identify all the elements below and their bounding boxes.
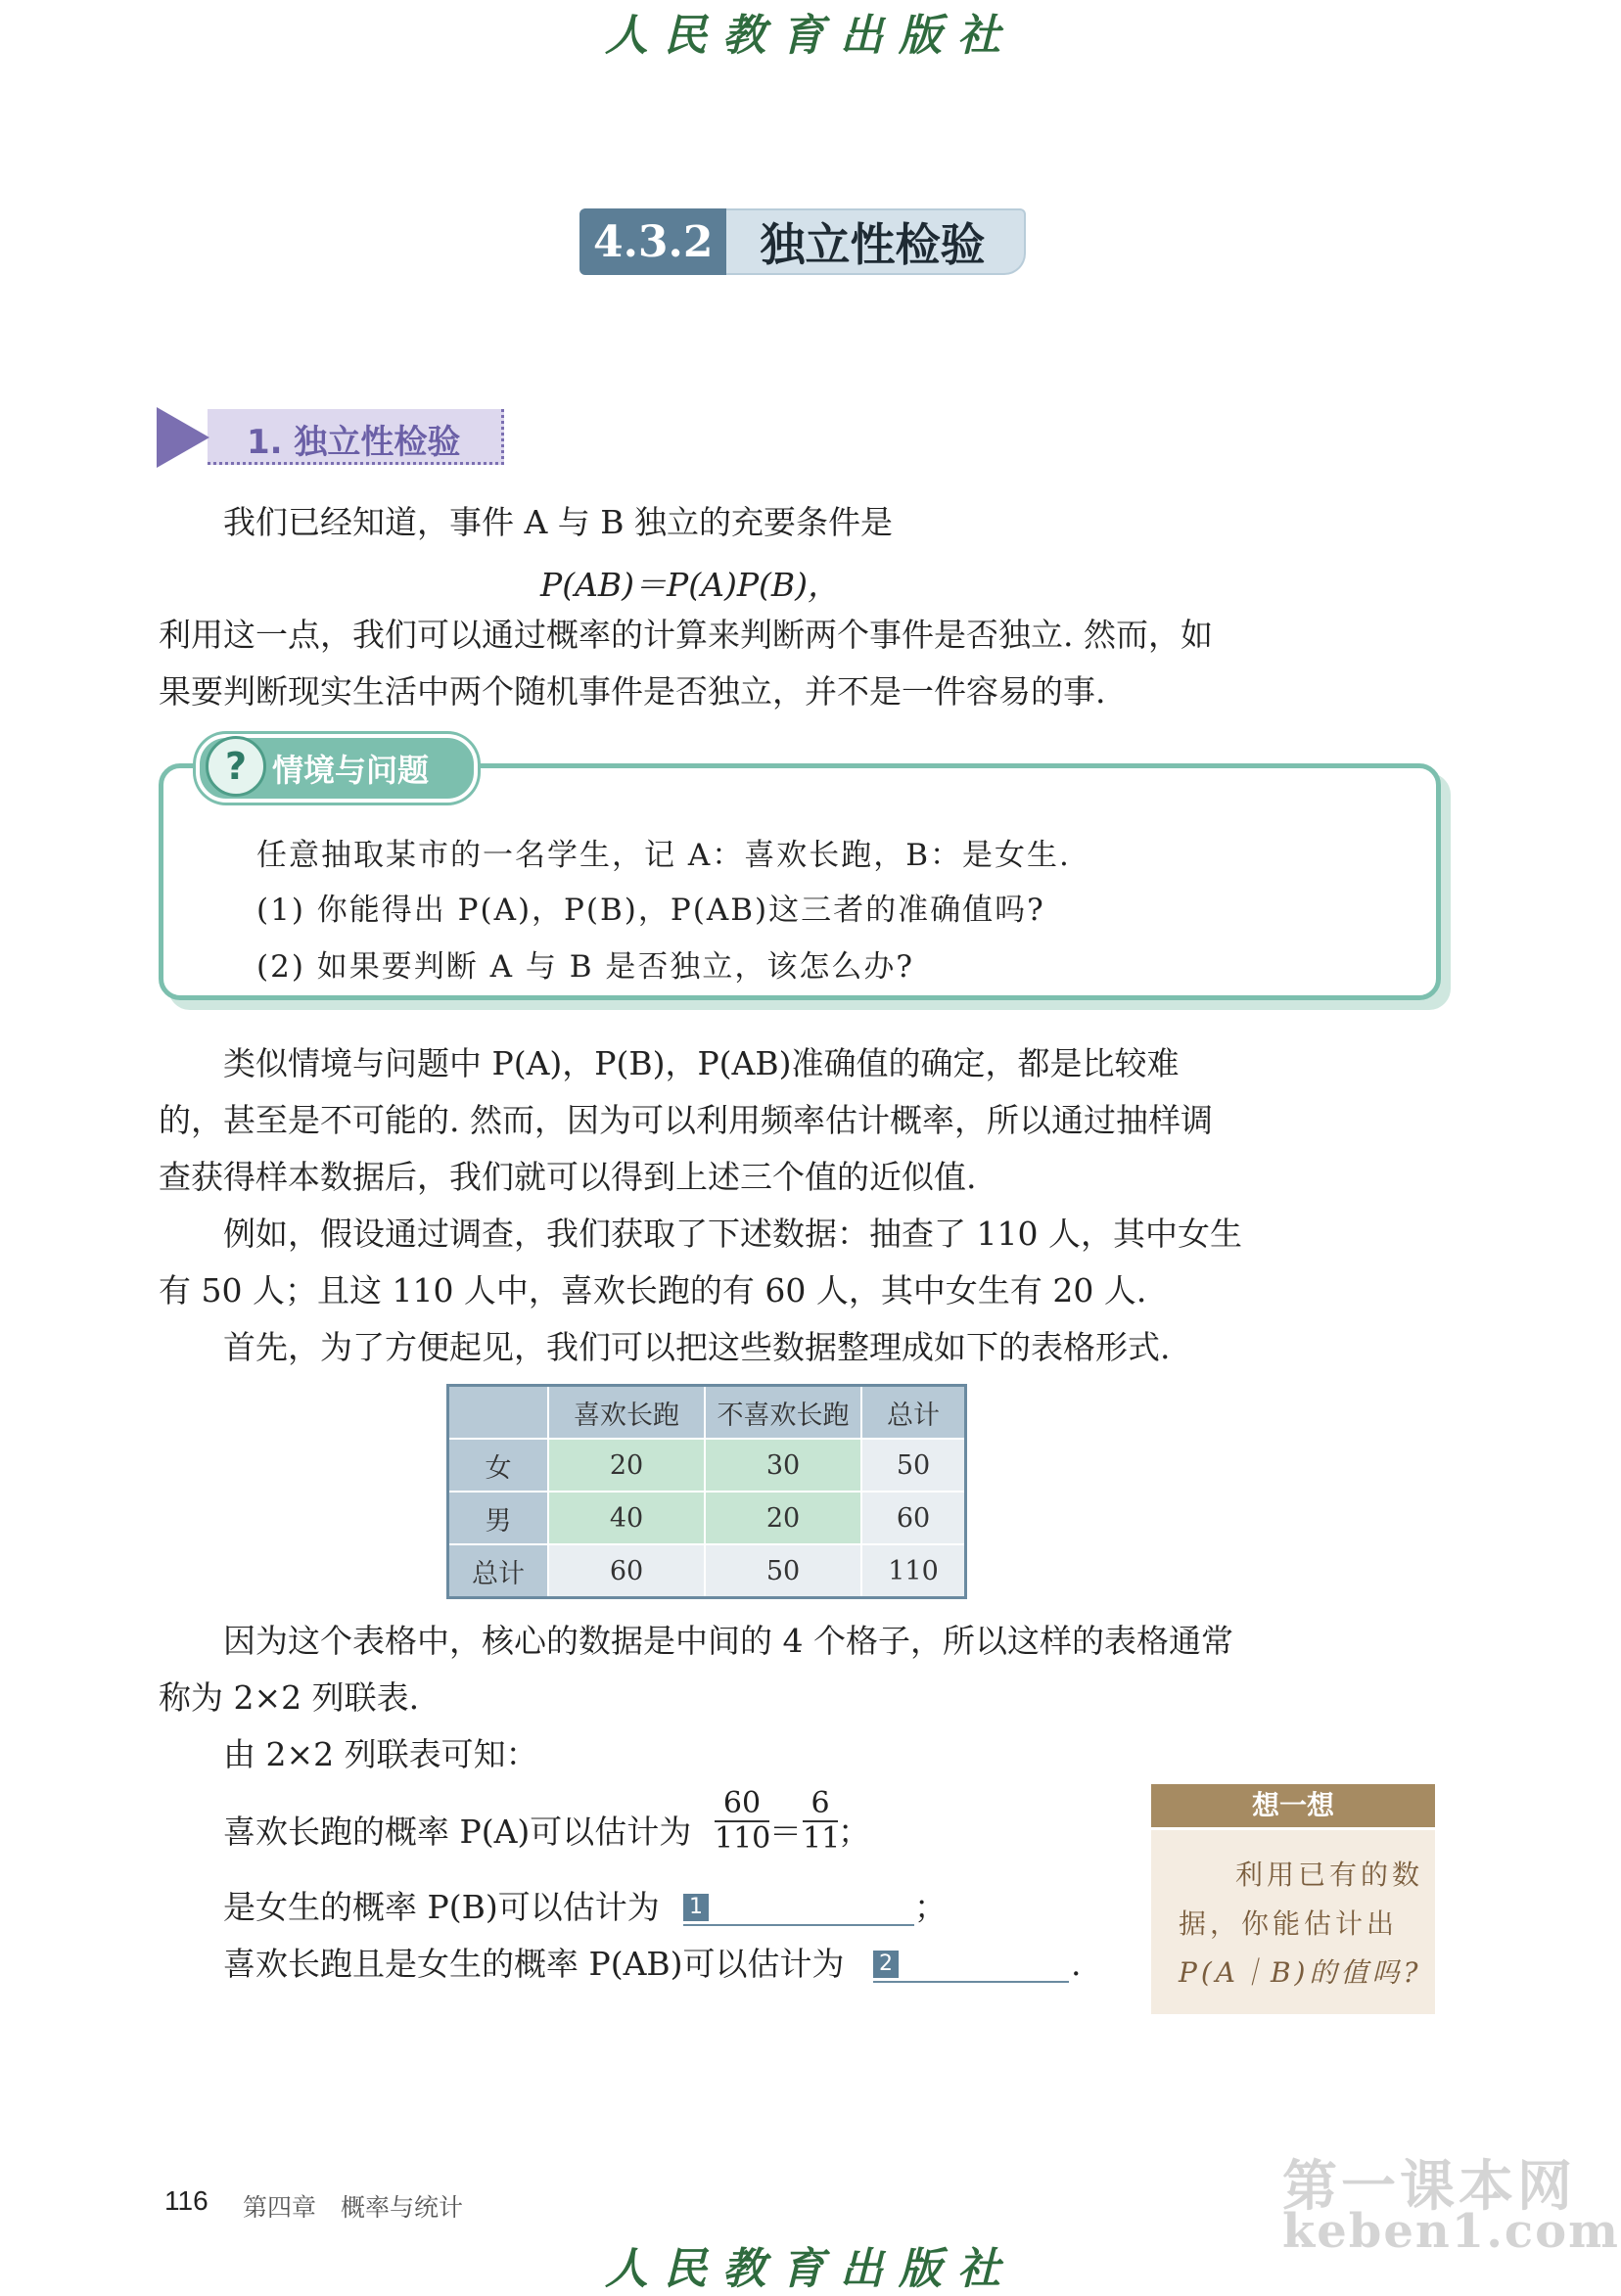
- question-icon: ?: [206, 736, 266, 797]
- fraction-60-110: [715, 1787, 769, 1856]
- think-box-title: 想一想: [1151, 1784, 1435, 1827]
- situation-label: 情境与问题: [272, 752, 430, 789]
- blank-number-2: 2: [873, 1951, 899, 1978]
- estimate-line-1: 喜欢长跑的概率 P(A)可以估计为: [223, 1813, 692, 1851]
- page-number: 116: [164, 2185, 208, 2216]
- fraction-numerator: 60: [715, 1787, 769, 1822]
- body-line-6: 首先，为了方便起见，我们可以把这些数据整理成如下的表格形式.: [223, 1328, 1171, 1366]
- estimate-line-3: 喜欢长跑且是女生的概率 P(AB)可以估计为: [223, 1945, 845, 1983]
- semicolon: ；: [914, 1888, 947, 1926]
- section-name: 独立性检验: [726, 208, 1026, 275]
- table-row-header: 男: [448, 1492, 549, 1544]
- period: .: [1071, 1945, 1082, 1983]
- table-cell: 60: [548, 1544, 705, 1598]
- estimate-line-2: 是女生的概率 P(B)可以估计为: [223, 1888, 660, 1926]
- fraction-numerator: 6: [803, 1787, 838, 1822]
- table-header-cell: 总计: [861, 1386, 966, 1440]
- table-row-header: 女: [448, 1439, 549, 1492]
- table-cell: 60: [861, 1492, 966, 1544]
- table-row: [448, 1544, 966, 1598]
- equals-sign: ＝: [769, 1813, 802, 1851]
- body-line-1: 类似情境与问题中 P(A)，P(B)，P(AB)准确值的确定，都是比较难: [223, 1044, 1180, 1082]
- think-line-2: 据，你能估计出: [1179, 1907, 1399, 1940]
- section-title: [579, 208, 1026, 275]
- table-cell: 40: [548, 1492, 705, 1544]
- table-cell: 50: [861, 1439, 966, 1492]
- fraction-6-11: [803, 1786, 841, 1856]
- watermark-en: keben1.com: [1282, 2204, 1620, 2259]
- contingency-table: [446, 1384, 967, 1599]
- think-line-3: P(A｜B)的值吗?: [1179, 1956, 1422, 1989]
- blank-number-1: 1: [683, 1894, 709, 1921]
- intro-line-2: 利用这一点，我们可以通过概率的计算来判断两个事件是否独立. 然而，如: [159, 616, 1213, 654]
- table-header-cell: 喜欢长跑: [548, 1386, 705, 1440]
- table-header-row: [448, 1386, 966, 1440]
- after-line-1: 因为这个表格中，核心的数据是中间的 4 个格子，所以这样的表格通常: [223, 1622, 1233, 1660]
- after-line-2: 称为 2×2 列联表.: [159, 1678, 420, 1717]
- semicolon: ；: [838, 1813, 870, 1851]
- watermark-cn: 第一课本网: [1282, 2155, 1576, 2219]
- after-line-3: 由 2×2 列联表可知：: [223, 1735, 538, 1773]
- body-line-2: 的，甚至是不可能的. 然而，因为可以利用频率估计概率，所以通过抽样调: [159, 1101, 1213, 1139]
- table-cell: 20: [548, 1439, 705, 1492]
- table-header-cell: 不喜欢长跑: [705, 1386, 861, 1440]
- fraction-denominator: 11: [803, 1821, 841, 1856]
- answer-blank-1[interactable]: [683, 1924, 914, 1926]
- subsection-title: 1. 独立性检验: [247, 423, 461, 462]
- situation-line-1: 任意抽取某市的一名学生，记 A：喜欢长跑，B：是女生.: [256, 838, 1071, 873]
- situation-line-2: (1) 你能得出 P(A)，P(B)，P(AB)这三者的准确值吗?: [256, 893, 1045, 928]
- intro-formula: P(AB)＝P(A)P(B)，: [540, 566, 841, 604]
- section-number: 4.3.2: [579, 208, 726, 275]
- chapter-title: 第四章 概率与统计: [243, 2193, 464, 2222]
- body-line-5: 有 50 人；且这 110 人中，喜欢长跑的有 60 人，其中女生有 20 人.: [159, 1271, 1147, 1309]
- answer-blank-2[interactable]: [873, 1981, 1069, 1983]
- publisher-footer: 人民教育出版社: [605, 2244, 1016, 2294]
- think-line-1: 利用已有的数: [1235, 1859, 1424, 1891]
- table-header-cell: [448, 1386, 549, 1440]
- table-cell: 30: [705, 1439, 861, 1492]
- intro-line-1: 我们已经知道，事件 A 与 B 独立的充要条件是: [223, 503, 894, 541]
- table-row: [448, 1439, 966, 1492]
- table-cell: 50: [705, 1544, 861, 1598]
- situation-line-3: (2) 如果要判断 A 与 B 是否独立，该怎么办?: [256, 949, 914, 985]
- table-cell: 110: [861, 1544, 966, 1598]
- subsection-badge: [157, 405, 509, 470]
- intro-line-3: 果要判断现实生活中两个随机事件是否独立，并不是一件容易的事.: [159, 672, 1106, 711]
- table-cell: 20: [705, 1492, 861, 1544]
- fraction-denominator: 110: [715, 1821, 771, 1856]
- body-line-3: 查获得样本数据后，我们就可以得到上述三个值的近似值.: [159, 1158, 977, 1196]
- table-row: [448, 1492, 966, 1544]
- table-row-header: 总计: [448, 1544, 549, 1598]
- publisher-header: 人民教育出版社: [605, 11, 1016, 61]
- body-line-4: 例如，假设通过调查，我们获取了下述数据：抽查了 110 人，其中女生: [223, 1215, 1242, 1253]
- play-arrow-icon: [157, 407, 209, 468]
